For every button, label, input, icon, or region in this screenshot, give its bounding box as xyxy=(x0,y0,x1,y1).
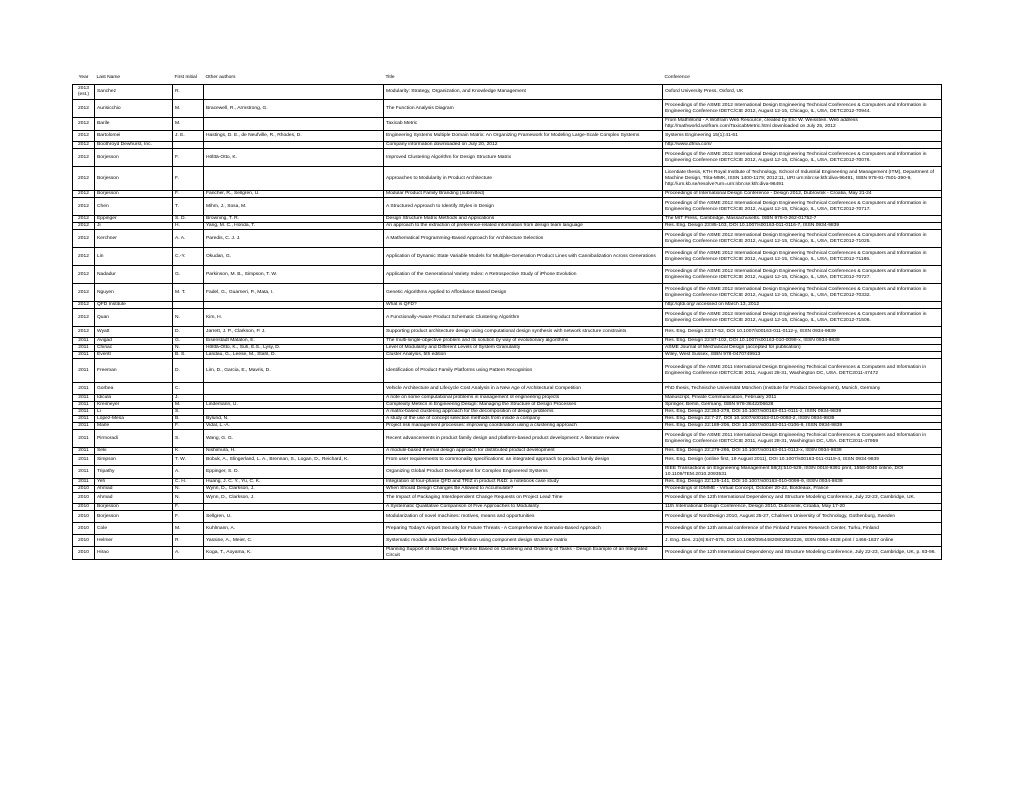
cell-first-initial: A. A. xyxy=(173,230,204,248)
cell-first-initial: F. xyxy=(173,511,204,523)
table-row xyxy=(73,504,942,511)
cell-first-initial: M. xyxy=(173,402,204,409)
cell-title: Preparing Today's Airport Security for Future Threats - A Comprehensive Scenario-Based Approach xyxy=(384,523,663,535)
cell-conference: Proceedings of the 12th International Dependency and Structure Modeling Conference, July 22-23, Cambridge, UK. xyxy=(663,493,942,504)
table-row xyxy=(73,167,942,191)
cell-title: Planning Support of Initial Design Process Based on Clustering and Ordering of Tasks - Design Example of an Integrated Circuit xyxy=(384,547,663,560)
table-row xyxy=(73,395,942,402)
cell-last-name: Aurisicchio xyxy=(95,100,173,118)
cell-conference: Proceedings of the ASME 2012 International Design Engineering Technical Conferences & Computers and Information in Engineering Conference IDETC/CIE 2012, August 12-15, Chicago, IL, USA, DETC2012-70727. xyxy=(663,266,942,284)
cell-year: 2012 xyxy=(73,223,95,230)
cell-year: 2011 xyxy=(73,430,95,448)
cell-last-name: Borjesson xyxy=(95,149,173,167)
cell-other-authors xyxy=(204,395,384,402)
cell-other-authors: Paredis, C. J. J. xyxy=(204,230,384,248)
cell-title: Supporting product architecture design using computational design synthesis with network structure constraints xyxy=(384,327,663,338)
cell-last-name: Sanchez xyxy=(95,85,173,100)
cell-other-authors: Lim, D., Garcia, E., Mavris, D. xyxy=(204,359,384,383)
cell-title: An approach to the extraction of preference-related information from design team language xyxy=(384,223,663,230)
table-row xyxy=(73,248,942,266)
cell-title: A matrix-based clustering approach for the decomposition of design problems xyxy=(384,409,663,416)
cell-conference: Springer, Berlin, Germany, ISBN 978-3642206628 xyxy=(663,402,942,409)
cell-other-authors: Kuhlmann, A. xyxy=(204,523,384,535)
table-row xyxy=(73,345,942,352)
cell-last-name: Avigad xyxy=(95,338,173,345)
cell-last-name: Lin xyxy=(95,248,173,266)
table-row xyxy=(73,455,942,466)
cell-conference: Proceedings of the ASME 2012 International Design Engineering Technical Conferences & Computers and Information in Engineering Conference IDETC/CIE 2012, August 12-15, Chicago, IL, USA, DETC2012-70332. xyxy=(663,284,942,302)
cell-first-initial: D. xyxy=(173,327,204,338)
cell-year: 2010 xyxy=(73,511,95,523)
cell-conference: ASME Journal of Mechanical Design (accepted for publication) xyxy=(663,345,942,352)
cell-conference: Res. Eng. Design 22:7-27, DOI 10.1007/s00163-010-0093-2, ISSN 0934-9839 xyxy=(663,416,942,423)
cell-other-authors: Lindemann, U. xyxy=(204,402,384,409)
cell-first-initial: C. xyxy=(173,383,204,395)
table-row xyxy=(73,100,942,118)
cell-title: Identification of Product Family Platforms using Pattern Recognition xyxy=(384,359,663,383)
table-row xyxy=(73,191,942,198)
header-last-name: Last Name xyxy=(96,74,121,80)
cell-title: Taxicab Metric xyxy=(384,118,663,131)
table-row xyxy=(73,448,942,455)
cell-year: 2010 xyxy=(73,523,95,535)
cell-first-initial: N. xyxy=(173,309,204,327)
cell-title: A Structured Approach to Identify Styles in Design xyxy=(384,198,663,216)
cell-last-name: Wyatt xyxy=(95,327,173,338)
cell-conference: Res. Eng. Design 22:279-295, DOI 10.1007/s00163-011-0113-x, ISSN 0934-9839 xyxy=(663,448,942,455)
cell-conference: Proceedings of IDMME - Virtual Concept, October 20-22, Bordeaux, France xyxy=(663,486,942,493)
cell-last-name: Hirao xyxy=(95,547,173,560)
table-row xyxy=(73,118,942,131)
cell-first-initial: B. S. xyxy=(173,352,204,359)
cell-title: Project risk management processes: improving coordination using a clustering approach xyxy=(384,423,663,430)
cell-title: Genetic Algorithms Applied to Affordance Based Design xyxy=(384,284,663,302)
cell-first-initial: F. xyxy=(173,191,204,198)
header-first-initial: First Initial xyxy=(174,74,197,80)
table-row xyxy=(73,493,942,504)
cell-title: Vehicle Architecture and Lifecycle Cost Analysis in a New Age of Architectural Competition xyxy=(384,383,663,395)
cell-other-authors: Bobuk, A., Slingerland, L. A., Brennan, S., Logan, D., Reichard, K. xyxy=(204,455,384,466)
cell-year: 2011 xyxy=(73,409,95,416)
cell-other-authors xyxy=(204,409,384,416)
cell-last-name: Marle xyxy=(95,423,173,430)
cell-first-initial: K. xyxy=(173,448,204,455)
cell-year: 2011 xyxy=(73,383,95,395)
cell-last-name: Eppinger xyxy=(95,216,173,223)
cell-first-initial: R xyxy=(173,535,204,547)
cell-title: Improved Clustering Algorithm for Design Structure Matrix xyxy=(384,149,663,167)
cell-other-authors: Bylund, N. xyxy=(204,416,384,423)
cell-last-name: Yeh xyxy=(95,479,173,486)
cell-last-name: Borjesson xyxy=(95,167,173,191)
cell-year: 2013 (est.) xyxy=(73,85,95,100)
cell-conference: Oxford University Press, Oxford, UK xyxy=(663,85,942,100)
cell-year: 2011 xyxy=(73,402,95,409)
cell-conference: Proceedings of NordDesign 2010, August 25-27, Chalmers University of Technology, Gothenburg, Sweden xyxy=(663,511,942,523)
cell-title: The multi-single-objective problem and its solution by way of evolutionary algorithms xyxy=(384,338,663,345)
cell-other-authors: Hastings, D. E., de Neufville, R., Rhodes, D. xyxy=(204,131,384,142)
cell-last-name: Ahmad xyxy=(95,486,173,493)
cell-first-initial: C.-Y. xyxy=(173,248,204,266)
cell-last-name: Kerchner xyxy=(95,230,173,248)
cell-title: A Systematic Qualitative Comparison of Five Approaches to Modularity xyxy=(384,504,663,511)
cell-conference: Proceedings of the 12th annual conference of the Finland Futures Research Center, Turku, Finland xyxy=(663,523,942,535)
cell-year: 2012 xyxy=(73,118,95,131)
header-row xyxy=(73,71,942,85)
cell-conference: Proceedings of the ASME 2011 International Design Engineering Technical Conferences & Computers and Information in Engineering Conference IDETC/CIE 2011, August 28-31, Washington DC, USA. DETC2011-47472 xyxy=(663,359,942,383)
table-row xyxy=(73,142,942,149)
table-row xyxy=(73,352,942,359)
cell-other-authors: Yang, M. C., Honda, T. xyxy=(204,223,384,230)
cell-year: 2012 xyxy=(73,149,95,167)
cell-other-authors: Fadel, G., Guarneri, P., Mata, I. xyxy=(204,284,384,302)
cell-other-authors: Parkinson, M. B., Simpson, T. W. xyxy=(204,266,384,284)
cell-first-initial: F. xyxy=(173,504,204,511)
cell-year: 2012 xyxy=(73,302,95,309)
cell-last-name: Chiriac xyxy=(95,345,173,352)
cell-conference: Res. Eng. Design (online first, 19 August 2011), DOI 10.1007/s00163-011-0119-4, ISSN 0934-9839 xyxy=(663,455,942,466)
table-row xyxy=(73,402,942,409)
cell-first-initial: M. T. xyxy=(173,284,204,302)
cell-title: Approaches to Modularity in Product Architecture xyxy=(384,167,663,191)
cell-year: 2010 xyxy=(73,535,95,547)
cell-other-authors: Vidal, L.-A. xyxy=(204,423,384,430)
cell-last-name: Ji xyxy=(95,223,173,230)
table-row xyxy=(73,149,942,167)
cell-title: Organizing Global Product Development for Complex Engineered Systems xyxy=(384,466,663,479)
cell-year: 2012 xyxy=(73,100,95,118)
cell-conference: Res. Eng. Design 22:263-278, DOI 10.1007/s00163-011-0111-z, ISSN 0934-9839 xyxy=(663,409,942,416)
cell-year: 2011 xyxy=(73,338,95,345)
cell-title: Modularization of novel machines: motives, means and opportunities xyxy=(384,511,663,523)
cell-conference: PhD thesis, Technische Universität München (Institute for Product Development), Munich, Germany xyxy=(663,383,942,395)
cell-year: 2011 xyxy=(73,466,95,479)
cell-other-authors: Koga, T., Aoyama, K. xyxy=(204,547,384,560)
cell-first-initial: F. xyxy=(173,423,204,430)
cell-first-initial: A. xyxy=(173,466,204,479)
header-conference: Conference xyxy=(664,74,690,80)
cell-first-initial: C. H. xyxy=(173,479,204,486)
cell-other-authors: Nishimura, H. xyxy=(204,448,384,455)
cell-other-authors: Sellgren, U. xyxy=(204,511,384,523)
cell-other-authors: Wynn, D., Clarkson, J. xyxy=(204,493,384,504)
cell-first-initial: T. W. xyxy=(173,455,204,466)
cell-title: When Should Design Changes Be Allowed to Accumulate? xyxy=(384,486,663,493)
cell-year: 2012 xyxy=(73,198,95,216)
cell-other-authors xyxy=(204,504,384,511)
cell-title: Recent advancements in product family design and platform-based product development: A literature review xyxy=(384,430,663,448)
cell-title: The Impact of Packaging Interdependent Change Requests on Project Lead Time xyxy=(384,493,663,504)
table-row xyxy=(73,359,942,383)
cell-title: Design Structure Matrix Methods and Applications xyxy=(384,216,663,223)
cell-first-initial: H. xyxy=(173,223,204,230)
cell-title: Company information downloaded on July 20, 2012 xyxy=(384,142,663,149)
cell-year: 2012 xyxy=(73,248,95,266)
cell-year: 2010 xyxy=(73,547,95,560)
cell-conference: Proceedings of the ASME 2012 International Design Engineering Technical Conferences & Computers and Information in Engineering Conference IDETC/CIE 2012, August 12-15, Chicago, IL, USA, DETC2012-70717. xyxy=(663,198,942,216)
cell-last-name: Helmer xyxy=(95,535,173,547)
cell-year: 2012 xyxy=(73,309,95,327)
cell-last-name: Cole xyxy=(95,523,173,535)
cell-year: 2011 xyxy=(73,416,95,423)
references-table xyxy=(72,71,942,560)
cell-other-authors: Jarrett, J. P., Clarkson, P. J. xyxy=(204,327,384,338)
cell-other-authors: Landau, G., Leese, M., Stahl, D. xyxy=(204,352,384,359)
table-row xyxy=(73,430,942,448)
table-row xyxy=(73,266,942,284)
cell-other-authors: Bracewell, R., Armstrong, G. xyxy=(204,100,384,118)
cell-last-name: Boothroyd Dewhurst, Inc. xyxy=(95,142,173,149)
cell-title: Modularity: Strategy, Organization, and Knowledge Management xyxy=(384,85,663,100)
cell-title: A Functionally-Aware Product Schematic Clustering Algorithm xyxy=(384,309,663,327)
cell-first-initial xyxy=(173,302,204,309)
cell-title: Complexity Metrics in Engineering Design: Managing the Structure of Design Processes xyxy=(384,402,663,409)
cell-title: Systematic module and interface definition using component design structure matrix xyxy=(384,535,663,547)
cell-first-initial: N. xyxy=(173,486,204,493)
cell-year: 2010 xyxy=(73,493,95,504)
cell-first-initial: S. D. xyxy=(173,216,204,223)
cell-first-initial: F. xyxy=(173,167,204,191)
cell-first-initial: M. xyxy=(173,523,204,535)
cell-other-authors: Okudan, G. xyxy=(204,248,384,266)
table-row xyxy=(73,409,942,416)
table-row xyxy=(73,383,942,395)
cell-conference: Proceedings of the ASME 2011 International Design Engineering Technical Conferences & Computers and Information in Engineering Conference IDETC/CIE 2011, August 28-31, Washington DC, USA. DETC2011-47959 xyxy=(663,430,942,448)
cell-conference: Res. Eng. Design 23:85-103, DOI 10.1007/s00163-011-0116-7, ISSN 0934-9839 xyxy=(663,223,942,230)
table-row xyxy=(73,85,942,100)
cell-other-authors: Fancher, R., Sellgren, U. xyxy=(204,191,384,198)
cell-other-authors: Eppinger, S. D. xyxy=(204,466,384,479)
cell-title: A module-based thermal design approach for distributed product development xyxy=(384,448,663,455)
cell-last-name: Freeman xyxy=(95,359,173,383)
cell-year: 2012 xyxy=(73,131,95,142)
cell-first-initial: G. xyxy=(173,266,204,284)
cell-title: A study of the use of concept selection methods from inside a company xyxy=(384,416,663,423)
cell-conference: Res. Eng. Design 22:189-206, DOI 10.1007/s00163-011-0106-9, ISSN 0934-9839 xyxy=(663,423,942,430)
cell-other-authors xyxy=(204,118,384,131)
cell-last-name: Chen xyxy=(95,198,173,216)
table-row xyxy=(73,230,942,248)
table-row xyxy=(73,327,942,338)
cell-conference: The MIT Press, Cambridge, Massachusetts. ISBN 978-0-262-01752-7 xyxy=(663,216,942,223)
table-row xyxy=(73,479,942,486)
cell-other-authors xyxy=(204,142,384,149)
cell-conference: Proceedings of the 12th International Dependency and Structure Modeling Conference, July 22-23, Cambridge, UK, p. 83-96. xyxy=(663,547,942,560)
cell-other-authors xyxy=(204,167,384,191)
cell-first-initial: B. xyxy=(173,416,204,423)
cell-first-initial: N. xyxy=(173,493,204,504)
table-body xyxy=(73,85,942,560)
cell-conference: Manuscript, Private Communication, February 2011 xyxy=(663,395,942,402)
cell-conference: Licentiate thesis, KTH Royal Institute of Technology, School of Industrial Engineering and Management (ITM), Department of Machine Design, Trita-MMK, ISSN 1400-1179; 2012:11, URI urn:nbn:se:kth:diva-96491, ISBN 978-91-7501-390-9, http://urn.kb.se/resolve?urn=urn:nbn:se:kth:diva-96491 xyxy=(663,167,942,191)
cell-title: Application of the Generational Variety Index: A Retrospective Study of iPhone Evolution xyxy=(384,266,663,284)
cell-year: 2011 xyxy=(73,352,95,359)
cell-first-initial: A. xyxy=(173,547,204,560)
cell-conference: http://www.dfma.com/ xyxy=(663,142,942,149)
cell-year: 2012 xyxy=(73,230,95,248)
cell-title: Application of Dynamic State Variable Models for Multiple-Generation Product Lines with Cannibalization Across Generations xyxy=(384,248,663,266)
cell-conference: Proceedings of the ASME 2012 International Design Engineering Technical Conferences & Computers and Information in Engineering Conference IDETC/CIE 2012, August 12-15, Chicago, IL, USA, DETC2012-71025. xyxy=(663,230,942,248)
cell-conference: J. Eng. Des. 21(6):647-675, DOI 10.1080/09544820802563226, ISSN 0954-4828 print / 1466-1837 online xyxy=(663,535,942,547)
cell-year: 2011 xyxy=(73,395,95,402)
cell-year: 2011 xyxy=(73,423,95,430)
cell-year: 2012 xyxy=(73,284,95,302)
cell-year: 2012 xyxy=(73,142,95,149)
cell-other-authors: Hölttä-Otto, K. xyxy=(204,149,384,167)
cell-last-name: Borjesson xyxy=(95,191,173,198)
table-row xyxy=(73,511,942,523)
cell-first-initial: N. xyxy=(173,345,204,352)
cell-conference: IEEE Transactions on Engineering Management 58(3):510-529, ISSN 0018-9391 print, 1558-0040 online, DOI 10.1109/TEM.2010.2093531 xyxy=(663,466,942,479)
header-title: Title xyxy=(385,74,395,80)
cell-title: A Mathematical Programming-Based Approach for Architecture Selection xyxy=(384,230,663,248)
cell-last-name: QFD Institute xyxy=(95,302,173,309)
cell-first-initial: D. xyxy=(173,359,204,383)
table-row xyxy=(73,131,942,142)
cell-last-name: Everitt xyxy=(95,352,173,359)
cell-year: 2012 xyxy=(73,191,95,198)
table-row xyxy=(73,416,942,423)
cell-other-authors: Wang, G. G. xyxy=(204,430,384,448)
cell-last-name: Idicula xyxy=(95,395,173,402)
cell-other-authors xyxy=(204,85,384,100)
cell-last-name: Nadadur xyxy=(95,266,173,284)
cell-last-name: Tripathy xyxy=(95,466,173,479)
cell-conference: Proceedings of the ASME 2012 International Design Engineering Technical Conferences & Computers and Information in Engineering Conference IDETC/CIE 2012, August 12-15, Chicago, IL, USA, DETC2012-71506. xyxy=(663,309,942,327)
cell-other-authors: Yassine, A., Meier, C. xyxy=(204,535,384,547)
cell-year: 2011 xyxy=(73,479,95,486)
cell-last-name: Gorbea xyxy=(95,383,173,395)
cell-conference: Proceedings of the ASME 2012 International Design Engineering Technical Conferences & Computers and Information in Engineering Conference IDETC/CIE 2012, August 12-15, Chicago, IL, USA, DETC2012-70944. xyxy=(663,100,942,118)
table-row xyxy=(73,523,942,535)
table-row xyxy=(73,309,942,327)
cell-other-authors: Wynn, D., Clarkson, J. xyxy=(204,486,384,493)
cell-title: What is QFD? xyxy=(384,302,663,309)
table-row xyxy=(73,223,942,230)
table-row xyxy=(73,486,942,493)
cell-title: Engineering Systems Multiple Domain Matrix: An Organizing Framework for Modeling Large-Scale Complex Systems xyxy=(384,131,663,142)
table-row xyxy=(73,547,942,560)
cell-first-initial xyxy=(173,142,204,149)
cell-year: 2011 xyxy=(73,448,95,455)
cell-other-authors: Kim, H. xyxy=(204,309,384,327)
cell-year: 2010 xyxy=(73,504,95,511)
cell-first-initial: F. xyxy=(173,149,204,167)
header-year: Year xyxy=(78,74,89,80)
cell-other-authors: Hölttä-Otto, K., Suh, E.S., Lysy, D. xyxy=(204,345,384,352)
cell-title: Modular Product Family Branding (submitted) xyxy=(384,191,663,198)
table-row xyxy=(73,302,942,309)
cell-year: 2012 xyxy=(73,327,95,338)
cell-last-name: Barile xyxy=(95,118,173,131)
cell-last-name: Seki xyxy=(95,448,173,455)
cell-other-authors xyxy=(204,302,384,309)
cell-last-name: Quan xyxy=(95,309,173,327)
header-other-authors: Other authors xyxy=(205,74,236,80)
cell-other-authors: Mihm, J., Sosa, M. xyxy=(204,198,384,216)
table-row xyxy=(73,423,942,430)
cell-last-name: Pirmoradi xyxy=(95,430,173,448)
cell-year: 2011 xyxy=(73,359,95,383)
cell-other-authors: Huang, J. C. Y., Yu, C. K. xyxy=(204,479,384,486)
cell-last-name: Ahmad xyxy=(95,493,173,504)
cell-title: The Function Analysis Diagram xyxy=(384,100,663,118)
cell-year: 2011 xyxy=(73,345,95,352)
cell-other-authors xyxy=(204,383,384,395)
cell-first-initial: S. xyxy=(173,430,204,448)
cell-title: Integration of four-phase QFD and TRIZ in product R&D: a notebook case study xyxy=(384,479,663,486)
cell-first-initial: J. xyxy=(173,395,204,402)
cell-year: 2010 xyxy=(73,486,95,493)
cell-conference: Proceedings of the ASME 2012 International Design Engineering Technical Conferences & Computers and Information in Engineering Conference IDETC/CIE 2012, August 12-15, Chicago, IL, USA, DETC2012-71186. xyxy=(663,248,942,266)
cell-year: 2011 xyxy=(73,455,95,466)
table-row xyxy=(73,338,942,345)
table-row xyxy=(73,198,942,216)
table-row xyxy=(73,216,942,223)
cell-conference: Proceedings of the ASME 2012 International Design Engineering Technical Conferences & Computers and Information in Engineering Conference IDETC/CIE 2012, August 12-15, Chicago, IL, USA, DETC2012-70076. xyxy=(663,149,942,167)
cell-other-authors: Eisenstadt Matalon, E. xyxy=(204,338,384,345)
cell-first-initial: G. xyxy=(173,338,204,345)
cell-other-authors: Browning, T. R. xyxy=(204,216,384,223)
cell-first-initial: J. E. xyxy=(173,131,204,142)
cell-year: 2012 xyxy=(73,266,95,284)
cell-title: Level of Modularity and Different Levels of System Granularity xyxy=(384,345,663,352)
cell-conference: Systems Engineering 15(1):41-61 xyxy=(663,131,942,142)
cell-first-initial: M. xyxy=(173,118,204,131)
cell-conference: Res. Eng. Design 22:87-102, DOI 10.1007/s00163-010-0098-x, ISSN 0934-9839 xyxy=(663,338,942,345)
cell-last-name: Simpson xyxy=(95,455,173,466)
cell-conference: Wiley, West Sussex, ISBN 978-0470749913 xyxy=(663,352,942,359)
table-row xyxy=(73,535,942,547)
table-row xyxy=(73,466,942,479)
cell-first-initial: R. xyxy=(173,85,204,100)
cell-last-name: Borjesson xyxy=(95,504,173,511)
cell-last-name: Kreimeyer xyxy=(95,402,173,409)
cell-conference: Res. Eng. Design 22:125-141, DOI 10.1007/s00163-010-0099-9, ISSN 0934-9839 xyxy=(663,479,942,486)
cell-year: 2012 xyxy=(73,167,95,191)
cell-title: Cluster Analysis, 5th edition xyxy=(384,352,663,359)
cell-conference: From MathWorld - A Wolfram Web Resource, created by Eric W. Weisstein. Web address http://mathworld.wolfram.com/TaxicabMetric.html downloaded on July 25, 2012 xyxy=(663,118,942,131)
cell-last-name: Bartolomei xyxy=(95,131,173,142)
cell-conference: http://qfdi.org/ accessed on March 13, 2012 xyxy=(663,302,942,309)
cell-first-initial: T. xyxy=(173,198,204,216)
cell-title: A note on some computational problems in management of engineering projects xyxy=(384,395,663,402)
cell-title: From user requirements to commonality specifications: an integrated approach to product family design xyxy=(384,455,663,466)
cell-last-name: Borjesson xyxy=(95,511,173,523)
cell-first-initial: S. xyxy=(173,409,204,416)
cell-conference: 11th International Design Conference, Design 2010, Dubrovnik, Croatia, May 17-20 xyxy=(663,504,942,511)
cell-conference: Proceedings of International Design Conference - Design 2012, Dubrovnik - Croatia, May 21-24 xyxy=(663,191,942,198)
cell-last-name: Li xyxy=(95,409,173,416)
cell-year: 2012 xyxy=(73,216,95,223)
cell-last-name: Nguyen xyxy=(95,284,173,302)
table-row xyxy=(73,284,942,302)
cell-conference: Res. Eng. Design 23:17-52, DOI 10.1007/s00163-011-0112-y, ISSN 0934-9839 xyxy=(663,327,942,338)
cell-last-name: López-Mesa xyxy=(95,416,173,423)
cell-first-initial: M. xyxy=(173,100,204,118)
